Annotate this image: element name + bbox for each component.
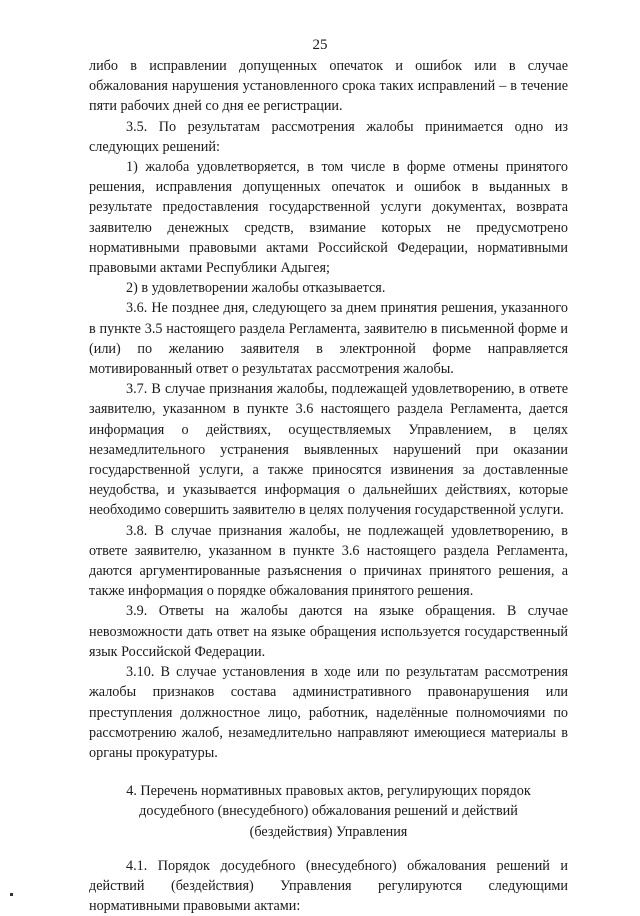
paragraph-3-6: 3.6. Не позднее дня, следующего за днем принятия решения, указанного в пункте 3.5 настоящего раздела Регламента, заявителю в письменной форме и (или) по желанию заявителя в электронной форме направляется мотивированный ответ о результатах рассмотрения жалобы. [89, 300, 568, 378]
page-number: 25 [312, 37, 328, 53]
paragraph-3-7: 3.7. В случае признания жалобы, подлежащей удовлетворению, в ответе заявителю, указанном в пункте 3.6 настоящего раздела Регламента, дается информация о действиях, осуществляемых Управлением, в целях незамедлительного устранения выявленных нарушений при оказании государственной услуги, а также приносятся извинения за доставленные неудобства, и указывается информация о дальнейших действиях, которые необходимо совершить заявителю в целях получения государственной услуги. [89, 381, 568, 519]
scan-mark [10, 893, 13, 896]
list-item-1: 1) жалоба удовлетворяется, в том числе в форме отмены принятого решения, исправления допущенных опечаток и ошибок в выданных в результате предоставления государственной услуги документах, возврата заявителю денежных средств, взимание которых не предусмотрено нормативными правовыми актами Российской Федерации, нормативными правовыми актами Республики Адыгея; [89, 159, 568, 277]
document-body [89, 56, 568, 916]
paragraph-3-8: 3.8. В случае признания жалобы, не подлежащей удовлетворению, в ответе заявителю, указанном в пункте 3.6 настоящего раздела Регламента, даются аргументированные разъяснения о причинах принятого решения, а также информация о порядке обжалования принятого решения. [89, 522, 568, 600]
paragraph-continuation: либо в исправлении допущенных опечаток и ошибок или в случае обжалования нарушения установленного срока таких исправлений – в течение пяти рабочих дней со дня ее регистрации. [89, 58, 568, 115]
list-item-2: 2) в удовлетворении жалобы отказывается. [126, 280, 386, 297]
paragraph-4-1: 4.1. Порядок досудебного (внесудебного) обжалования решений и действий (бездействия) Управления регулируются следующими нормативными правовыми актами: [89, 857, 568, 915]
paragraph-3-10: 3.10. В случае установления в ходе или по результатам рассмотрения жалобы признаков состава административного правонарушения или преступления должностное лицо, работник, наделённые полномочиями по рассмотрению жалоб, незамедлительно направляют имеющиеся материалы в органы прокуратуры. [89, 664, 568, 761]
paragraph-3-5: 3.5. По результатам рассмотрения жалобы принимается одно из следующих решений: [89, 118, 568, 155]
paragraph-3-9: 3.9. Ответы на жалобы даются на языке обращения. В случае невозможности дать ответ на языке обращения используется государственный язык Российской Федерации. [89, 603, 568, 660]
section-heading-4: 4. Перечень нормативных правовых актов, регулирующих порядок досудебного (внесудебного) обжалования решений и действий (бездействия) Управления [126, 783, 531, 840]
section-gap [89, 842, 568, 856]
